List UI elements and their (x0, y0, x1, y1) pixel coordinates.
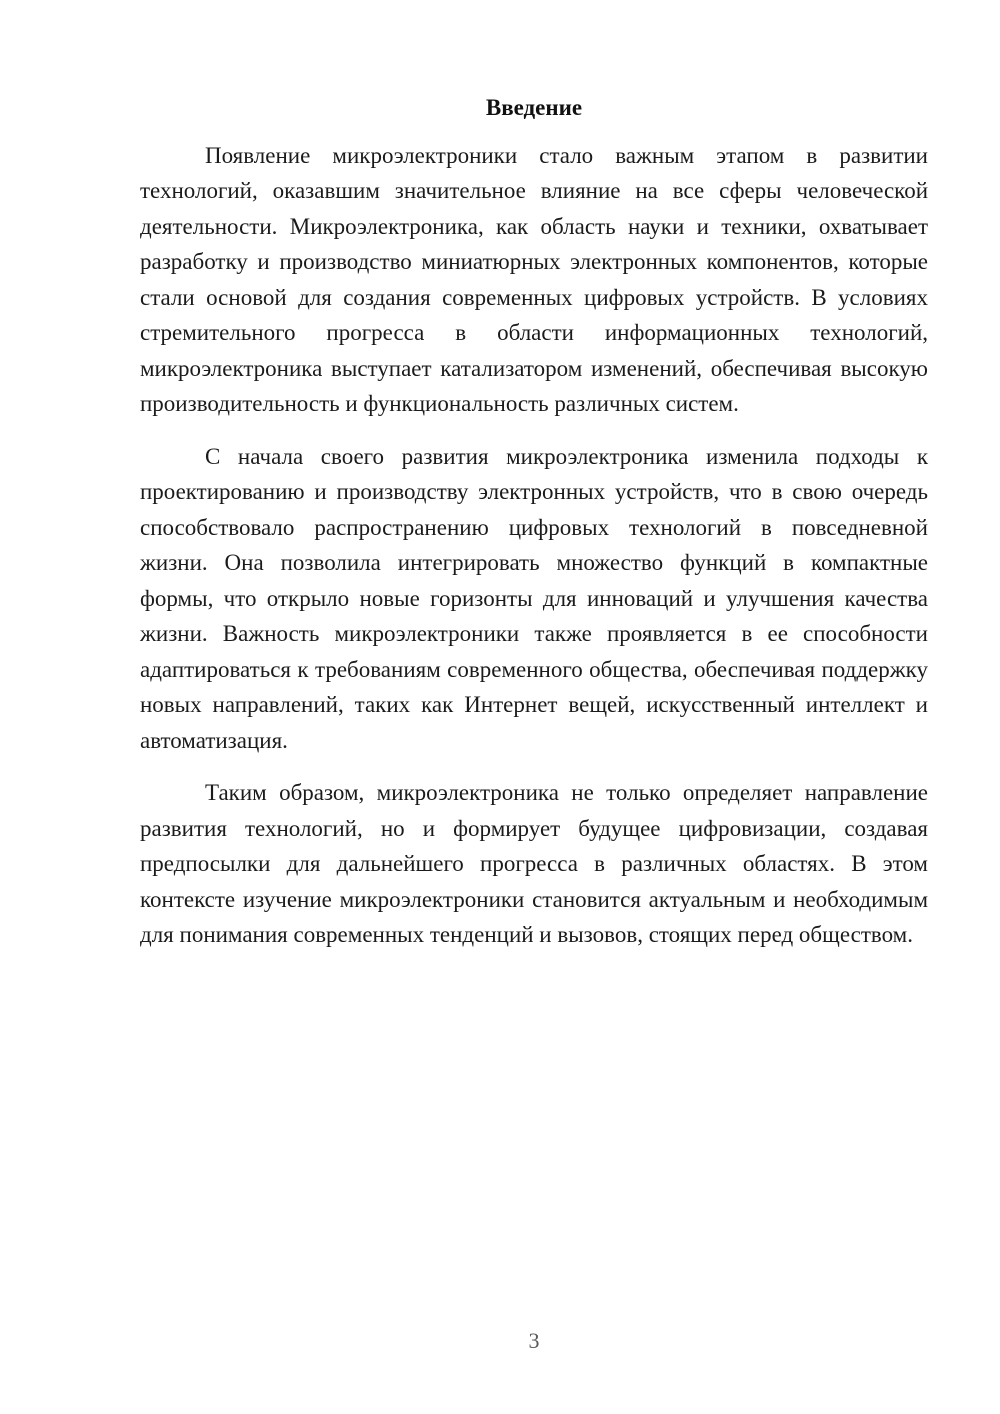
document-heading: Введение (485, 95, 583, 120)
paragraph-intro-2: С начала своего развития микроэлектроника изменила подходы к проектированию и производству электронных устройств, что в свою очередь способствовало распространению цифровых технологий в повседневной жизни. Она позволила интегрировать множество функций в компактные формы, что открыло новые горизонты для инноваций и улучшения качества жизни. Важность микроэлектроники также проявляется в ее способности адаптироваться к требованиям современного общества, обеспечивая поддержку новых направлений, таких как Интернет вещей, искусственный интеллект и автоматизация. (140, 443, 928, 753)
paragraph-intro-3: Таким образом, микроэлектроника не только определяет направление развития технологий, но и формирует будущее цифровизации, создавая предпосылки для дальнейшего прогресса в различных областях. В этом контексте изучение микроэлектроники становится актуальным и необходимым для понимания современных тенденций и вызовов, стоящих перед обществом. (140, 780, 928, 947)
paragraph-intro-1: Появление микроэлектроники стало важным этапом в развитии технологий, оказавшим значительное влияние на все сферы человеческой деятельности. Микроэлектроника, как область науки и техники, охватывает разработку и производство миниатюрных электронных компонентов, которые стали основой для создания современных цифровых устройств. В условиях стремительного прогресса в области информационных технологий, микроэлектроника выступает катализатором изменений, обеспечивая высокую производительность и функциональность различных систем. (140, 142, 928, 416)
page-number: 3 (528, 1328, 540, 1353)
